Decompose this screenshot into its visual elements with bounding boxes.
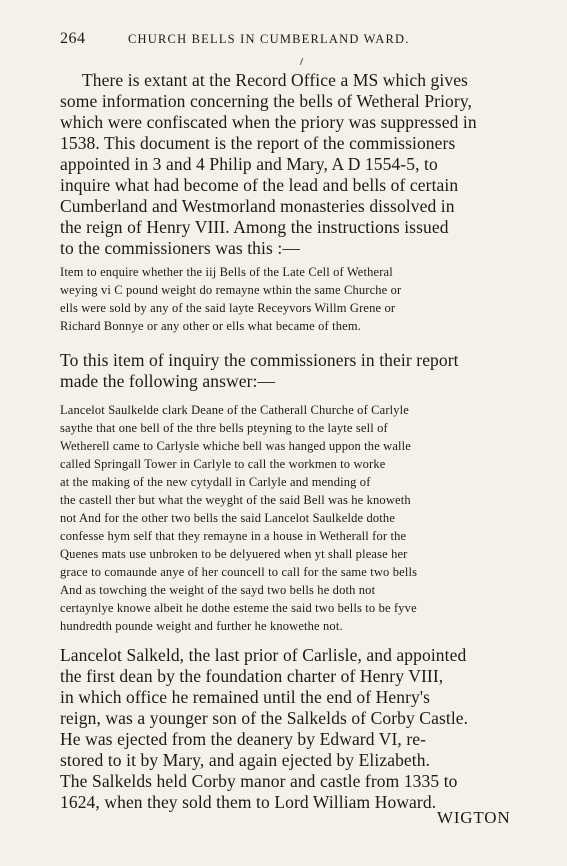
paragraph-3-line: He was ejected from the deanery by Edward VI, re- [60, 729, 427, 749]
quote-2-line: Quenes mats use unbroken to be delyuered when yt shall please her [60, 547, 408, 561]
paragraph-3-line: the first dean by the foundation charter of Henry VIII, [60, 666, 444, 686]
running-title: CHURCH BELLS IN CUMBERLAND WARD. [128, 32, 410, 46]
paragraph-1-line: appointed in 3 and 4 Philip and Mary, A D 1554-5, to [60, 154, 438, 174]
paragraph-1-line: to the commissioners was this :— [60, 238, 300, 258]
paragraph-1-line: inquire what had become of the lead and bells of certain [60, 175, 459, 195]
author-signature: WIGTON [437, 808, 511, 827]
quote-2-line: Lancelot Saulkelde clark Deane of the Catherall Churche of Carlyle [60, 403, 409, 417]
quote-1-line: Richard Bonnye or any other or ells what became of them. [60, 319, 362, 333]
quote-2-line: at the making of the new cytydall in Carlyle and mending of [60, 475, 371, 489]
quote-1-line: weying vi C pound weight do remayne wthin the same Churche or [60, 283, 402, 297]
quote-2-line: hundredth pounde weight and further he knowethe not. [60, 619, 343, 633]
paragraph-2-line: To this item of inquiry the commissioners in their report [60, 350, 459, 370]
page-number: 264 [60, 30, 86, 47]
quote-1-line: ells were sold by any of the said layte Receyvors Willm Grene or [60, 301, 396, 315]
quote-1-line: Item to enquire whether the iij Bells of the Late Cell of Wetheral [60, 265, 393, 279]
page-header [60, 30, 530, 52]
quote-2-line: confesse hym self that they remayne in a house in Wetherall for the [60, 529, 407, 543]
quote-2-line: grace to comaunde anye of her councell to call for the same two bells [60, 565, 418, 579]
quote-2-line: Wetherell came to Carlysle whiche bell was hanged uppon the walle [60, 439, 411, 453]
paragraph-1-line: which were confiscated when the priory was suppressed in [60, 112, 477, 132]
quote-2-line: the castell ther but what the weyght of the said Bell was he knoweth [60, 493, 411, 507]
quote-2-line: saythe that one bell of the thre bells pteyning to the layte sell of [60, 421, 388, 435]
quote-2-line: called Springall Tower in Carlyle to call the workmen to worke [60, 457, 386, 471]
paragraph-1-line: some information concerning the bells of Wetheral Priory, [60, 91, 473, 111]
paragraph-3-line: The Salkelds held Corby manor and castle from 1335 to [60, 771, 458, 791]
paragraph-3-line: reign, was a younger son of the Salkelds of Corby Castle. [60, 708, 469, 728]
paragraph-3-line: 1624, when they sold them to Lord William Howard. [60, 792, 437, 812]
paragraph-1-line: 1538. This document is the report of the commissioners [60, 133, 456, 153]
quote-2-line: And as towching the weight of the sayd two bells he doth not [60, 583, 376, 597]
paragraph-3-line: in which office he remained until the end of Henry's [60, 687, 431, 707]
quote-2-line: not And for the other two bells the said Lancelot Saulkelde dothe [60, 511, 396, 525]
paragraph-3-line: stored to it by Mary, and again ejected by Elizabeth. [60, 750, 431, 770]
paragraph-1-line: Cumberland and Westmorland monasteries dissolved in [60, 196, 455, 216]
quote-2-line: certaynlye knowe albeit he dothe esteme the said two bells to be fyve [60, 601, 417, 615]
paragraph-1-line: the reign of Henry VIII. Among the instructions issued [60, 217, 449, 237]
paragraph-1-line: There is extant at the Record Office a MS which gives [82, 70, 468, 90]
paragraph-2-line: made the following answer:— [60, 371, 276, 391]
print-mark [300, 58, 303, 65]
paragraph-3-line: Lancelot Salkeld, the last prior of Carlisle, and appointed [60, 645, 467, 665]
